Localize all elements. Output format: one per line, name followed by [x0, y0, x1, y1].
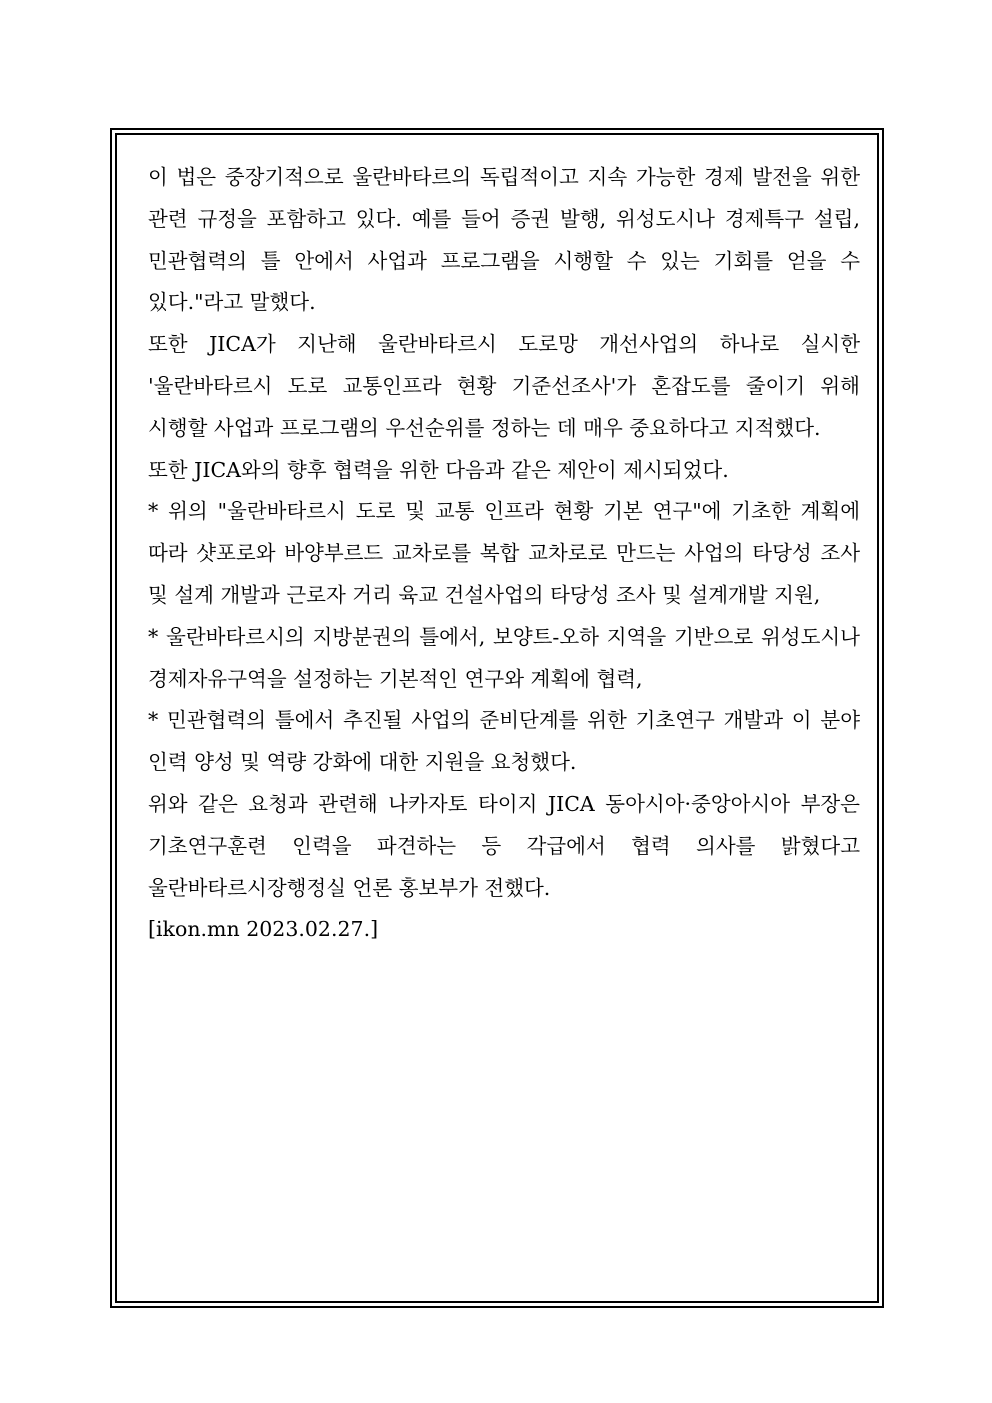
- document-inner-border: [115, 133, 879, 1303]
- paragraph-jica-response: 위와 같은 요청과 관련해 나카자토 타이지 JICA 동아시아·중앙아시아 부장은 기초연구훈련 인력을 파견하는 등 각급에서 협력 의사를 밝혔다고 울란바타르시장행정실 언론 홍보부가 전했다.: [148, 791, 860, 900]
- document-outer-border: [110, 128, 884, 1308]
- paragraph-proposals-intro: 또한 JICA와의 향후 협력을 위한 다음과 같은 제안이 제시되었다.: [148, 457, 729, 482]
- paragraph-law-provisions: 이 법은 중장기적으로 울란바타르의 독립적이고 지속 가능한 경제 발전을 위한 관련 규정을 포함하고 있다. 예를 들어 증권 발행, 위성도시나 경제특구 설립, 민관협력의 틀 안에서 사업과 프로그램을 시행할 수 있는 기회를 얻을 수 있다."라고 말했다.: [148, 165, 860, 315]
- proposal-item-satellite-city: * 울란바타르시의 지방분권의 틀에서, 보양트-오하 지역을 기반으로 위성도시나 경제자유구역을 설정하는 기본적인 연구와 계획에 협력,: [148, 624, 860, 691]
- paragraph-jica-survey: 또한 JICA가 지난해 울란바타르시 도로망 개선사업의 하나로 실시한 '울란바타르시 도로 교통인프라 현황 기준선조사'가 혼잡도를 줄이기 위해 시행할 사업과 프로그램의 우선순위를 정하는 데 매우 중요하다고 지적했다.: [148, 332, 860, 440]
- proposal-item-intersection: * 위의 "울란바타르시 도로 및 교통 인프라 현황 기본 연구"에 기초한 계획에 따라 샷포로와 바양부르드 교차로를 복합 교차로로 만드는 사업의 타당성 조사 및 설계 개발과 근로자 거리 육교 건설사업의 타당성 조사 및 설계개발 지원,: [148, 499, 860, 607]
- source-citation: [ikon.mn 2023.02.27.]: [148, 917, 379, 942]
- article-body: [148, 157, 860, 951]
- proposal-item-ppp-research: * 민관협력의 틀에서 추진될 사업의 준비단계를 위한 기초연구 개발과 이 분야 인력 양성 및 역량 강화에 대한 지원을 요청했다.: [148, 708, 860, 775]
